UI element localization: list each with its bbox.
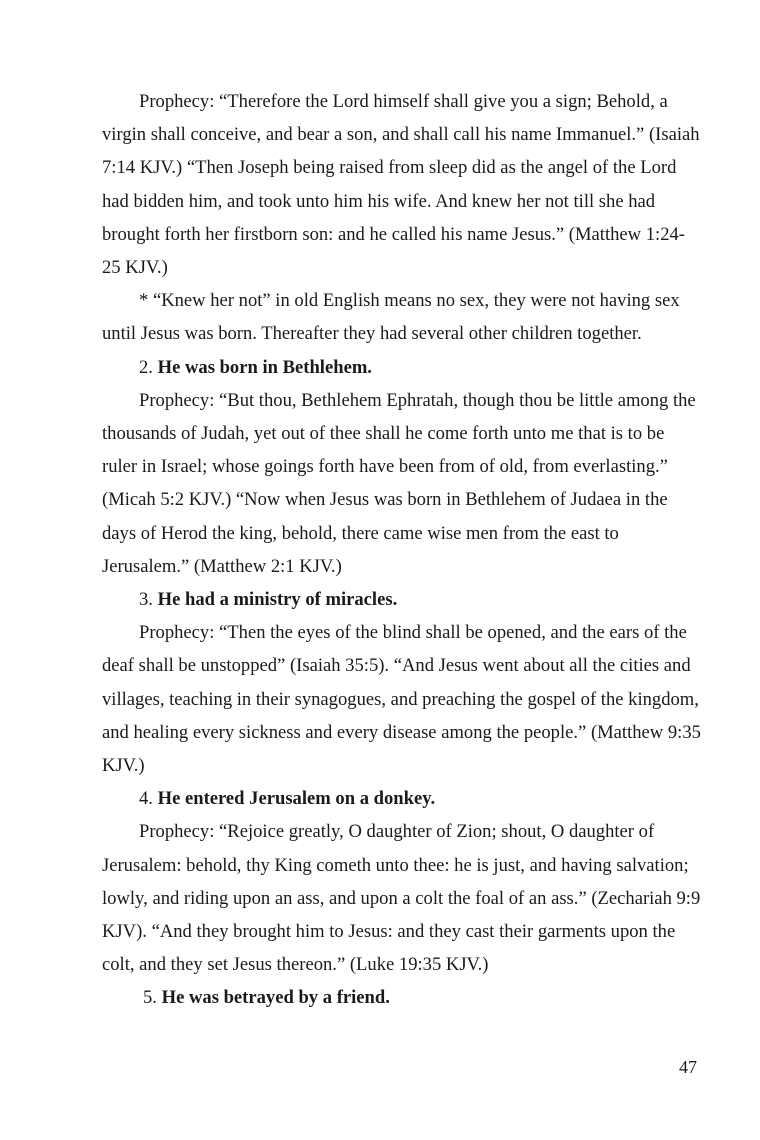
heading-born-in-bethlehem — [102, 351, 702, 384]
paragraph-miracles-prophecy: Prophecy: “Then the eyes of the blind shall be opened, and the ears of the deaf shall be unstopped” (Isaiah 35:5). “And Jesus went about all the cities and villages, teaching in their synagogues, and preaching the gospel of the kingdom, and healing every sickness and every disease among the people.” (Matthew 9:35 KJV.) — [102, 622, 701, 777]
page-number: 47 — [679, 1057, 697, 1077]
heading-title: He was born in Bethlehem. — [157, 356, 372, 378]
heading-title: He had a ministry of miracles. — [157, 589, 398, 611]
heading-ministry-of-miracles — [102, 583, 702, 616]
paragraph-donkey-prophecy: Prophecy: “Rejoice greatly, O daughter of Zion; shout, O daughter of Jerusalem: behold, thy King cometh unto thee: he is just, and having salvation; lowly, and riding upon an ass, and upon a colt the foal of an ass.” (Zechariah 9:9 KJV). “And they brought him to Jesus: and they cast their garments upon the colt, and they set Jesus thereon.” (Luke 19:35 KJV.) — [102, 821, 701, 976]
heading-number: 5. — [143, 987, 157, 1009]
heading-number: 4. — [139, 788, 153, 810]
heading-number: 2. — [139, 356, 153, 378]
paragraph-knew-her-not-note: * “Knew her not” in old English means no sex, they were not having sex until Jesus was born. Thereafter they had several other children together. — [102, 290, 680, 345]
heading-number: 3. — [139, 589, 153, 611]
heading-title: He was betrayed by a friend. — [161, 987, 390, 1009]
heading-betrayed-by-friend — [102, 981, 702, 1014]
heading-title: He entered Jerusalem on a donkey. — [157, 788, 436, 810]
page-body — [102, 85, 702, 1015]
paragraph-bethlehem-prophecy: Prophecy: “But thou, Bethlehem Ephratah, though thou be little among the thousands of Judah, yet out of thee shall he come forth unto me that is to be ruler in Israel; whose goings forth have been from of old, from everlasting.” (Micah 5:2 KJV.) “Now when Jesus was born in Bethlehem of Judaea in the days of Herod the king, behold, there came wise men from the east to Jerusalem.” (Matthew 2:1 KJV.) — [102, 389, 696, 577]
heading-entered-jerusalem — [102, 782, 702, 815]
paragraph-virgin-birth-prophecy: Prophecy: “Therefore the Lord himself shall give you a sign; Behold, a virgin shall conceive, and bear a son, and shall call his name Immanuel.” (Isaiah 7:14 KJV.) “Then Joseph being raised from sleep did as the angel of the Lord had bidden him, and took unto him his wife. And knew her not till she had brought forth her firstborn son: and he called his name Jesus.” (Matthew 1:24-25 KJV.) — [102, 91, 700, 279]
